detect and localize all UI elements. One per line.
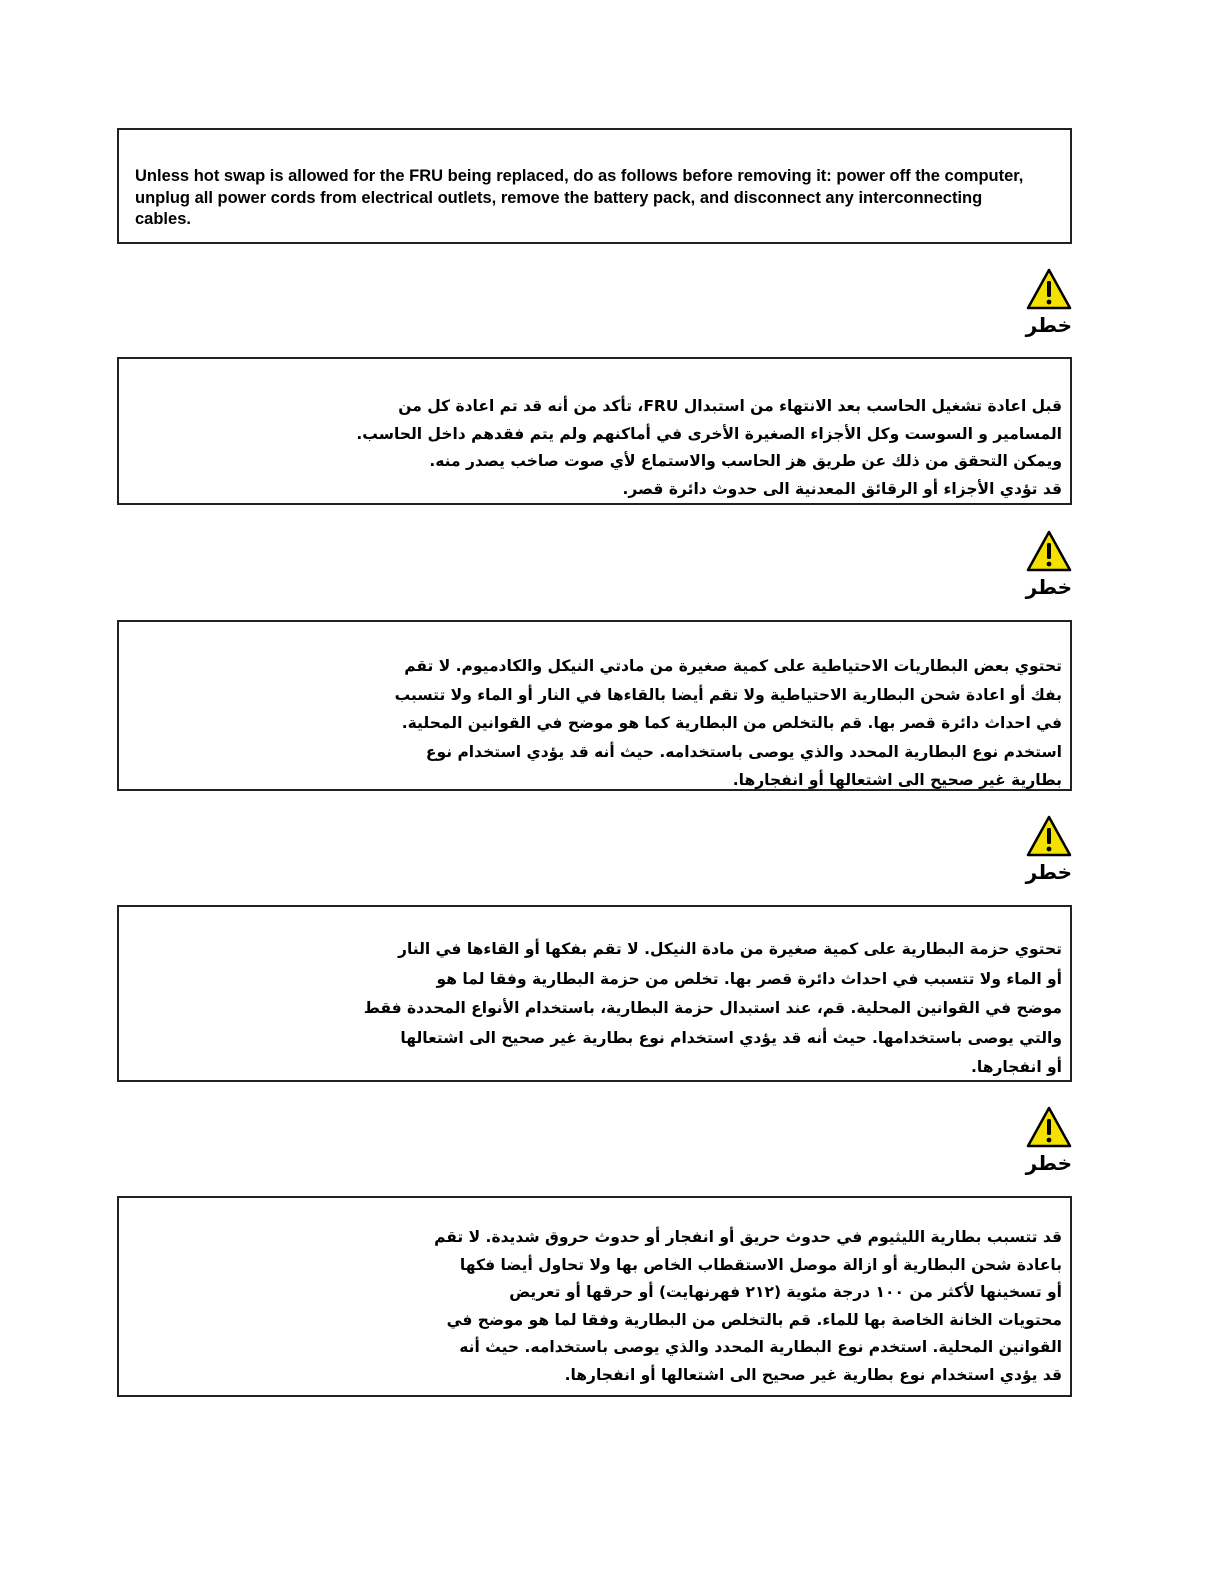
- notice-text: Unless hot swap is allowed for the FRU being replaced, do as follows before removing it: power off the computer, unplug all power cords from electrical outlets, remove the battery pack, and disconnect any interconnecting cables.: [135, 167, 1024, 228]
- text-line: أو الماء ولا تتسبب في احداث دائرة قصر بها. تخلص من حزمة البطارية وفقا لما هو: [436, 969, 1062, 988]
- text-line: تحتوي بعض البطاريات الاحتياطية على كمية صغيرة من مادتي النيكل والكادميوم. لا تقم: [404, 657, 1062, 675]
- arabic-text-2: [395, 652, 1062, 795]
- text-line: أو انفجارها.: [970, 1058, 1062, 1076]
- warning-triangle-icon: [1026, 530, 1072, 572]
- warning-triangle-icon: [1026, 815, 1072, 857]
- text-line: والتي يوصى باستخدامها. حيث أنه قد يؤدي استخدام نوع بطارية غير صحيح الى اشتعالها: [400, 1028, 1062, 1047]
- text-line: أو تسخينها لأكثر من ١٠٠ درجة مئوية (٢١٢ فهرنهايت) أو حرقها أو تعريض: [509, 1283, 1062, 1301]
- text-line: قبل اعادة تشغيل الحاسب بعد الانتهاء من استبدال FRU، تأكد من أنه قد تم اعادة كل من: [398, 397, 1062, 415]
- arabic-text-1: [356, 393, 1062, 503]
- text-line: موضح في القوانين المحلية. قم، عند استبدال حزمة البطارية، باستخدام الأنواع المحددة فقط: [363, 999, 1062, 1017]
- warning-triangle-icon: [1026, 268, 1072, 310]
- arabic-text-3: [364, 935, 1062, 1083]
- text-line: محتويات الخانة الخاصة بها للماء. قم بالتخلص من البطارية وفقا لما هو موضح في: [446, 1310, 1062, 1329]
- danger-label: خطر: [1025, 860, 1072, 884]
- text-line: ويمكن التحقق من ذلك عن طريق هز الحاسب والاستماع لأي صوت صاخب يصدر منه.: [429, 452, 1062, 470]
- text-line: قد تتسبب بطارية الليثيوم في حدوث حريق أو انفجار أو حدوث حروق شديدة. لا تقم: [434, 1228, 1062, 1246]
- arabic-notice-box-3: [117, 905, 1072, 1082]
- text-line: المسامير و السوست وكل الأجزاء الصغيرة الأخرى في أماكنهم ولم يتم فقدهم داخل الحاسب.: [356, 424, 1062, 443]
- arabic-text-4: [434, 1224, 1062, 1389]
- danger-label: خطر: [1025, 313, 1072, 337]
- notice-box: [117, 128, 1072, 244]
- danger-label: خطر: [1025, 1151, 1072, 1175]
- arabic-notice-box-1: [117, 357, 1072, 505]
- text-line: تحتوي حزمة البطارية على كمية صغيرة من مادة النيكل. لا تقم بفكها أو القاءها في النار: [398, 940, 1062, 958]
- text-line: بفك أو اعادة شحن البطارية الاحتياطية ولا تقم أيضا بالقاءها في النار أو الماء ولا تتسبب: [394, 685, 1062, 704]
- arabic-notice-box-2: [117, 620, 1072, 791]
- text-line: بطارية غير صحيح الى اشتعالها أو انفجارها.: [732, 771, 1062, 789]
- danger-warning-3: [1020, 815, 1076, 887]
- danger-warning-2: [1020, 530, 1076, 602]
- warning-triangle-icon: [1026, 1106, 1072, 1148]
- text-line: استخدم نوع البطارية المحدد والذي يوصى باستخدامه. حيث أنه قد يؤدي استخدام نوع: [425, 742, 1062, 761]
- danger-warning-1: [1020, 268, 1076, 340]
- danger-warning-4: [1020, 1106, 1076, 1178]
- text-line: قد تؤدي الأجزاء أو الرقائق المعدنية الى حدوث دائرة قصر.: [622, 479, 1062, 498]
- arabic-notice-box-4: [117, 1196, 1072, 1397]
- text-line: باعادة شحن البطارية أو ازالة موصل الاستقطاب الخاص بها ولا تحاول أيضا فكها: [459, 1255, 1062, 1274]
- text-line: قد يؤدي استخدام نوع بطارية غير صحيح الى اشتعالها أو انفجارها.: [564, 1365, 1062, 1384]
- danger-label: خطر: [1025, 575, 1072, 599]
- text-line: في احداث دائرة قصر بها. قم بالتخلص من البطارية كما هو موضح في القوانين المحلية.: [401, 714, 1062, 732]
- text-line: القوانين المحلية. استخدم نوع البطارية المحدد والذي يوصى باستخدامه. حيث أنه: [459, 1338, 1062, 1356]
